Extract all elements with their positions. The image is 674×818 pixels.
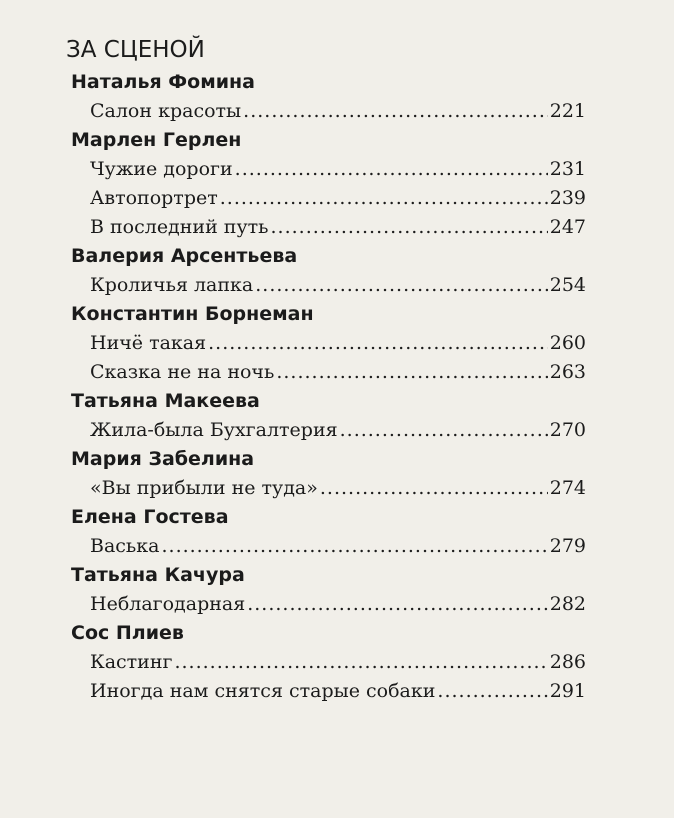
page-number: 282 — [549, 593, 586, 615]
toc-entry — [90, 184, 586, 213]
toc-entry — [90, 97, 586, 126]
toc-entry — [90, 590, 586, 619]
page-number: 221 — [549, 100, 586, 122]
story-title: Неблагодарная — [90, 593, 246, 615]
toc-entry — [90, 155, 586, 184]
table-of-contents — [66, 36, 586, 706]
author-name: Татьяна Качура — [71, 564, 245, 586]
dot-leader — [235, 155, 548, 184]
author-name: Елена Гостева — [71, 506, 229, 528]
page-number: 286 — [549, 651, 586, 673]
story-title: Сказка не на ночь — [90, 361, 275, 383]
section-title: ЗА СЦЕНОЙ — [66, 37, 205, 63]
author-name: Сос Плиев — [71, 622, 184, 644]
dot-leader — [320, 474, 548, 503]
story-title: Чужие дороги — [90, 158, 233, 180]
author-name: Константин Борнеман — [71, 303, 314, 325]
toc-entry — [90, 358, 586, 387]
page-number: 291 — [549, 680, 586, 702]
page-number: 239 — [549, 187, 586, 209]
author-name: Татьяна Макеева — [71, 390, 260, 412]
page-number: 279 — [549, 535, 586, 557]
dot-leader — [161, 532, 547, 561]
dot-leader — [340, 416, 548, 445]
toc-entry — [90, 213, 586, 242]
story-title: «Вы прибыли не туда» — [90, 477, 318, 499]
page-number: 247 — [549, 216, 586, 238]
toc-entry — [90, 648, 586, 677]
dot-leader — [247, 590, 548, 619]
story-title: В последний путь — [90, 216, 269, 238]
author-name: Наталья Фомина — [71, 71, 255, 93]
toc-entry — [90, 677, 586, 706]
page-number: 274 — [549, 477, 586, 499]
author-name: Мария Забелина — [71, 448, 255, 470]
dot-leader — [255, 271, 547, 300]
dot-leader — [220, 184, 548, 213]
story-title: Автопортрет — [90, 187, 218, 209]
dot-leader — [243, 97, 548, 126]
toc-entry — [90, 329, 586, 358]
story-title: Васька — [90, 535, 160, 557]
dot-leader — [271, 213, 548, 242]
page-number: 231 — [549, 158, 586, 180]
story-title: Жила-была Бухгалтерия — [90, 419, 338, 441]
page-number: 260 — [549, 332, 586, 354]
story-title: Иногда нам снятся старые собаки — [90, 680, 436, 702]
toc-entry — [90, 271, 586, 300]
dot-leader — [276, 358, 547, 387]
toc-entry — [90, 416, 586, 445]
page-number: 270 — [549, 419, 586, 441]
story-title: Ничё такая — [90, 332, 207, 354]
story-title: Кроличья лапка — [90, 274, 254, 296]
dot-leader — [208, 329, 548, 358]
page-number: 254 — [549, 274, 586, 296]
story-title: Кастинг — [90, 651, 173, 673]
page-number: 263 — [549, 361, 586, 383]
toc-list — [66, 68, 586, 706]
author-name: Валерия Арсентьева — [71, 245, 298, 267]
toc-entry — [90, 532, 586, 561]
toc-entry — [90, 474, 586, 503]
dot-leader — [174, 648, 547, 677]
dot-leader — [437, 677, 547, 706]
author-name: Марлен Герлен — [71, 129, 242, 151]
story-title: Салон красоты — [90, 100, 242, 122]
